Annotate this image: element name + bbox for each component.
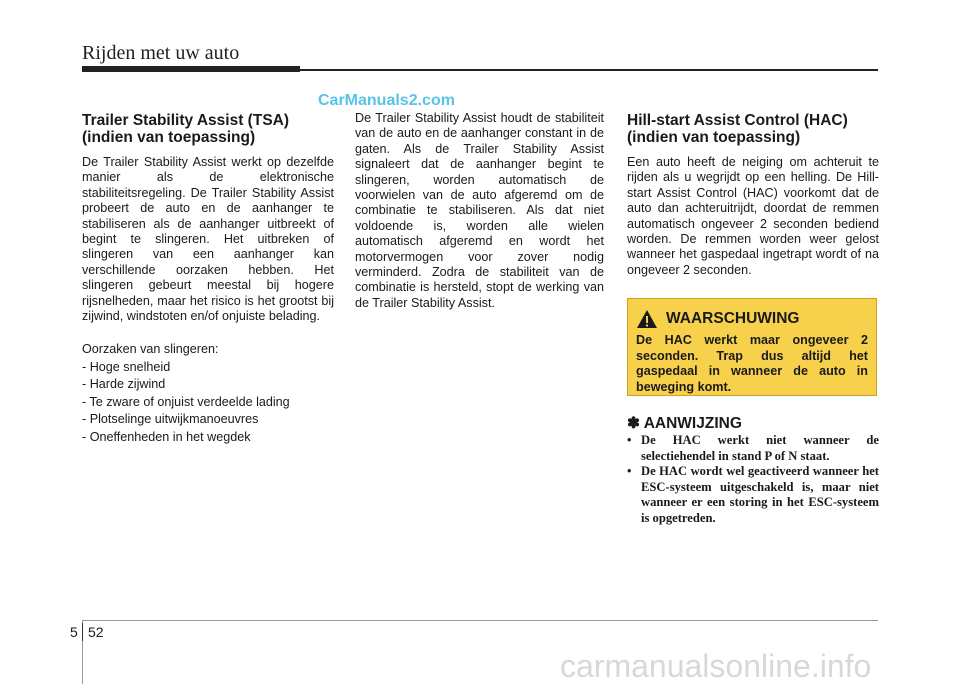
note-text: De HAC wordt wel geactiveerd wanneer het ESC-systeem uitgeschakeld is, maar niet wanneer er een storing in het ESC-systeem is opgetreden. (641, 464, 879, 525)
page-number-separator (82, 623, 83, 641)
page-header-title: Rijden met uw auto (82, 42, 240, 64)
note-item (627, 433, 879, 464)
list-item: - Oneffenheden in het wegdek (82, 429, 251, 444)
tsa-continued-body: De Trailer Stability Assist houdt de stabiliteit van de auto en de aanhanger constant in de gaten. Als de Trailer Stability Assist signaleert dat de aanhanger begint te slingeren, worden automatisch de voorwielen van de auto afgeremd om de combinatie te stabiliseren. Als dat niet voldoende is, worden alle wielen automatisch afgeremd en wordt het motorvermogen voor zover nodig verminderd. Zodra de stabiliteit van de combinatie is hersteld, stopt de werking van de Trailer Stability Assist. (355, 111, 604, 310)
bullet-icon: • (627, 433, 632, 447)
hac-heading-line2: (indien van toepassing) (627, 129, 801, 146)
page-number: 52 (88, 624, 104, 640)
list-item: - Hoge snelheid (82, 359, 171, 374)
causes-intro: Oorzaken van slingeren: (82, 342, 219, 357)
site-watermark: carmanualsonline.info (560, 648, 872, 684)
hac-column (627, 112, 879, 278)
note-text: De HAC werkt niet wanneer de selectiehendel in stand P of N staat. (641, 433, 879, 463)
note-title: ✽ AANWIJZING (627, 415, 742, 432)
footer-rule (82, 620, 878, 621)
hac-heading (627, 112, 879, 146)
tsa-column (82, 112, 334, 446)
bullet-icon: • (627, 464, 632, 478)
tsa-heading (82, 112, 334, 146)
note-item (627, 464, 879, 526)
tsa-body: De Trailer Stability Assist werkt op dezelfde manier als de elektronische stabiliteitsregeling. De Trailer Stability Assist probeert de auto en de aanhanger te stabiliseren als de aanhanger uitbreekt of begint te slingeren. Het uitbreken of slingeren van een aanhanger kan verschillende oorzaken hebben. Het slingeren gebeurt meestal bij hogere rijsnelheden, maar het risico is het grootst bij zijwind, windstoten en/of onjuiste belading. (82, 155, 334, 324)
warning-box (627, 298, 877, 396)
warning-triangle-icon (636, 309, 658, 329)
list-item: - Te zware of onjuist verdeelde lading (82, 394, 290, 409)
watermark-link[interactable]: CarManuals2.com (318, 92, 455, 109)
tsa-heading-line1: Trailer Stability Assist (TSA) (82, 112, 290, 129)
chapter-number: 5 (70, 624, 78, 640)
header-rule-thin (300, 69, 878, 71)
header-rule-thick (82, 66, 300, 72)
hac-body: Een auto heeft de neiging om achteruit te rijden als u wegrijdt op een helling. De Hill-start Assist Control (HAC) voorkomt dat de auto dan achteruitrijdt, doordat de remmen automatisch ongeveer 2 seconden bediend worden. De remmen worden weer gelost wanneer het gaspedaal ingetrapt wordt of na ongeveer 2 seconden. (627, 155, 879, 277)
warning-header (636, 309, 799, 329)
tsa-continued-column (355, 111, 604, 311)
tsa-heading-line2: (indien van toepassing) (82, 129, 256, 146)
hac-heading-line1: Hill-start Assist Control (HAC) (627, 112, 848, 129)
warning-text: De HAC werkt maar ongeveer 2 seconden. Trap dus altijd het gaspedaal in wanneer de auto in beweging komt. (636, 333, 868, 394)
causes-list (82, 341, 334, 445)
warning-label: WAARSCHUWING (666, 310, 800, 327)
list-item: - Plotselinge uitwijkmanoeuvres (82, 412, 259, 427)
list-item: - Harde zijwind (82, 377, 166, 392)
note-list (627, 433, 879, 526)
